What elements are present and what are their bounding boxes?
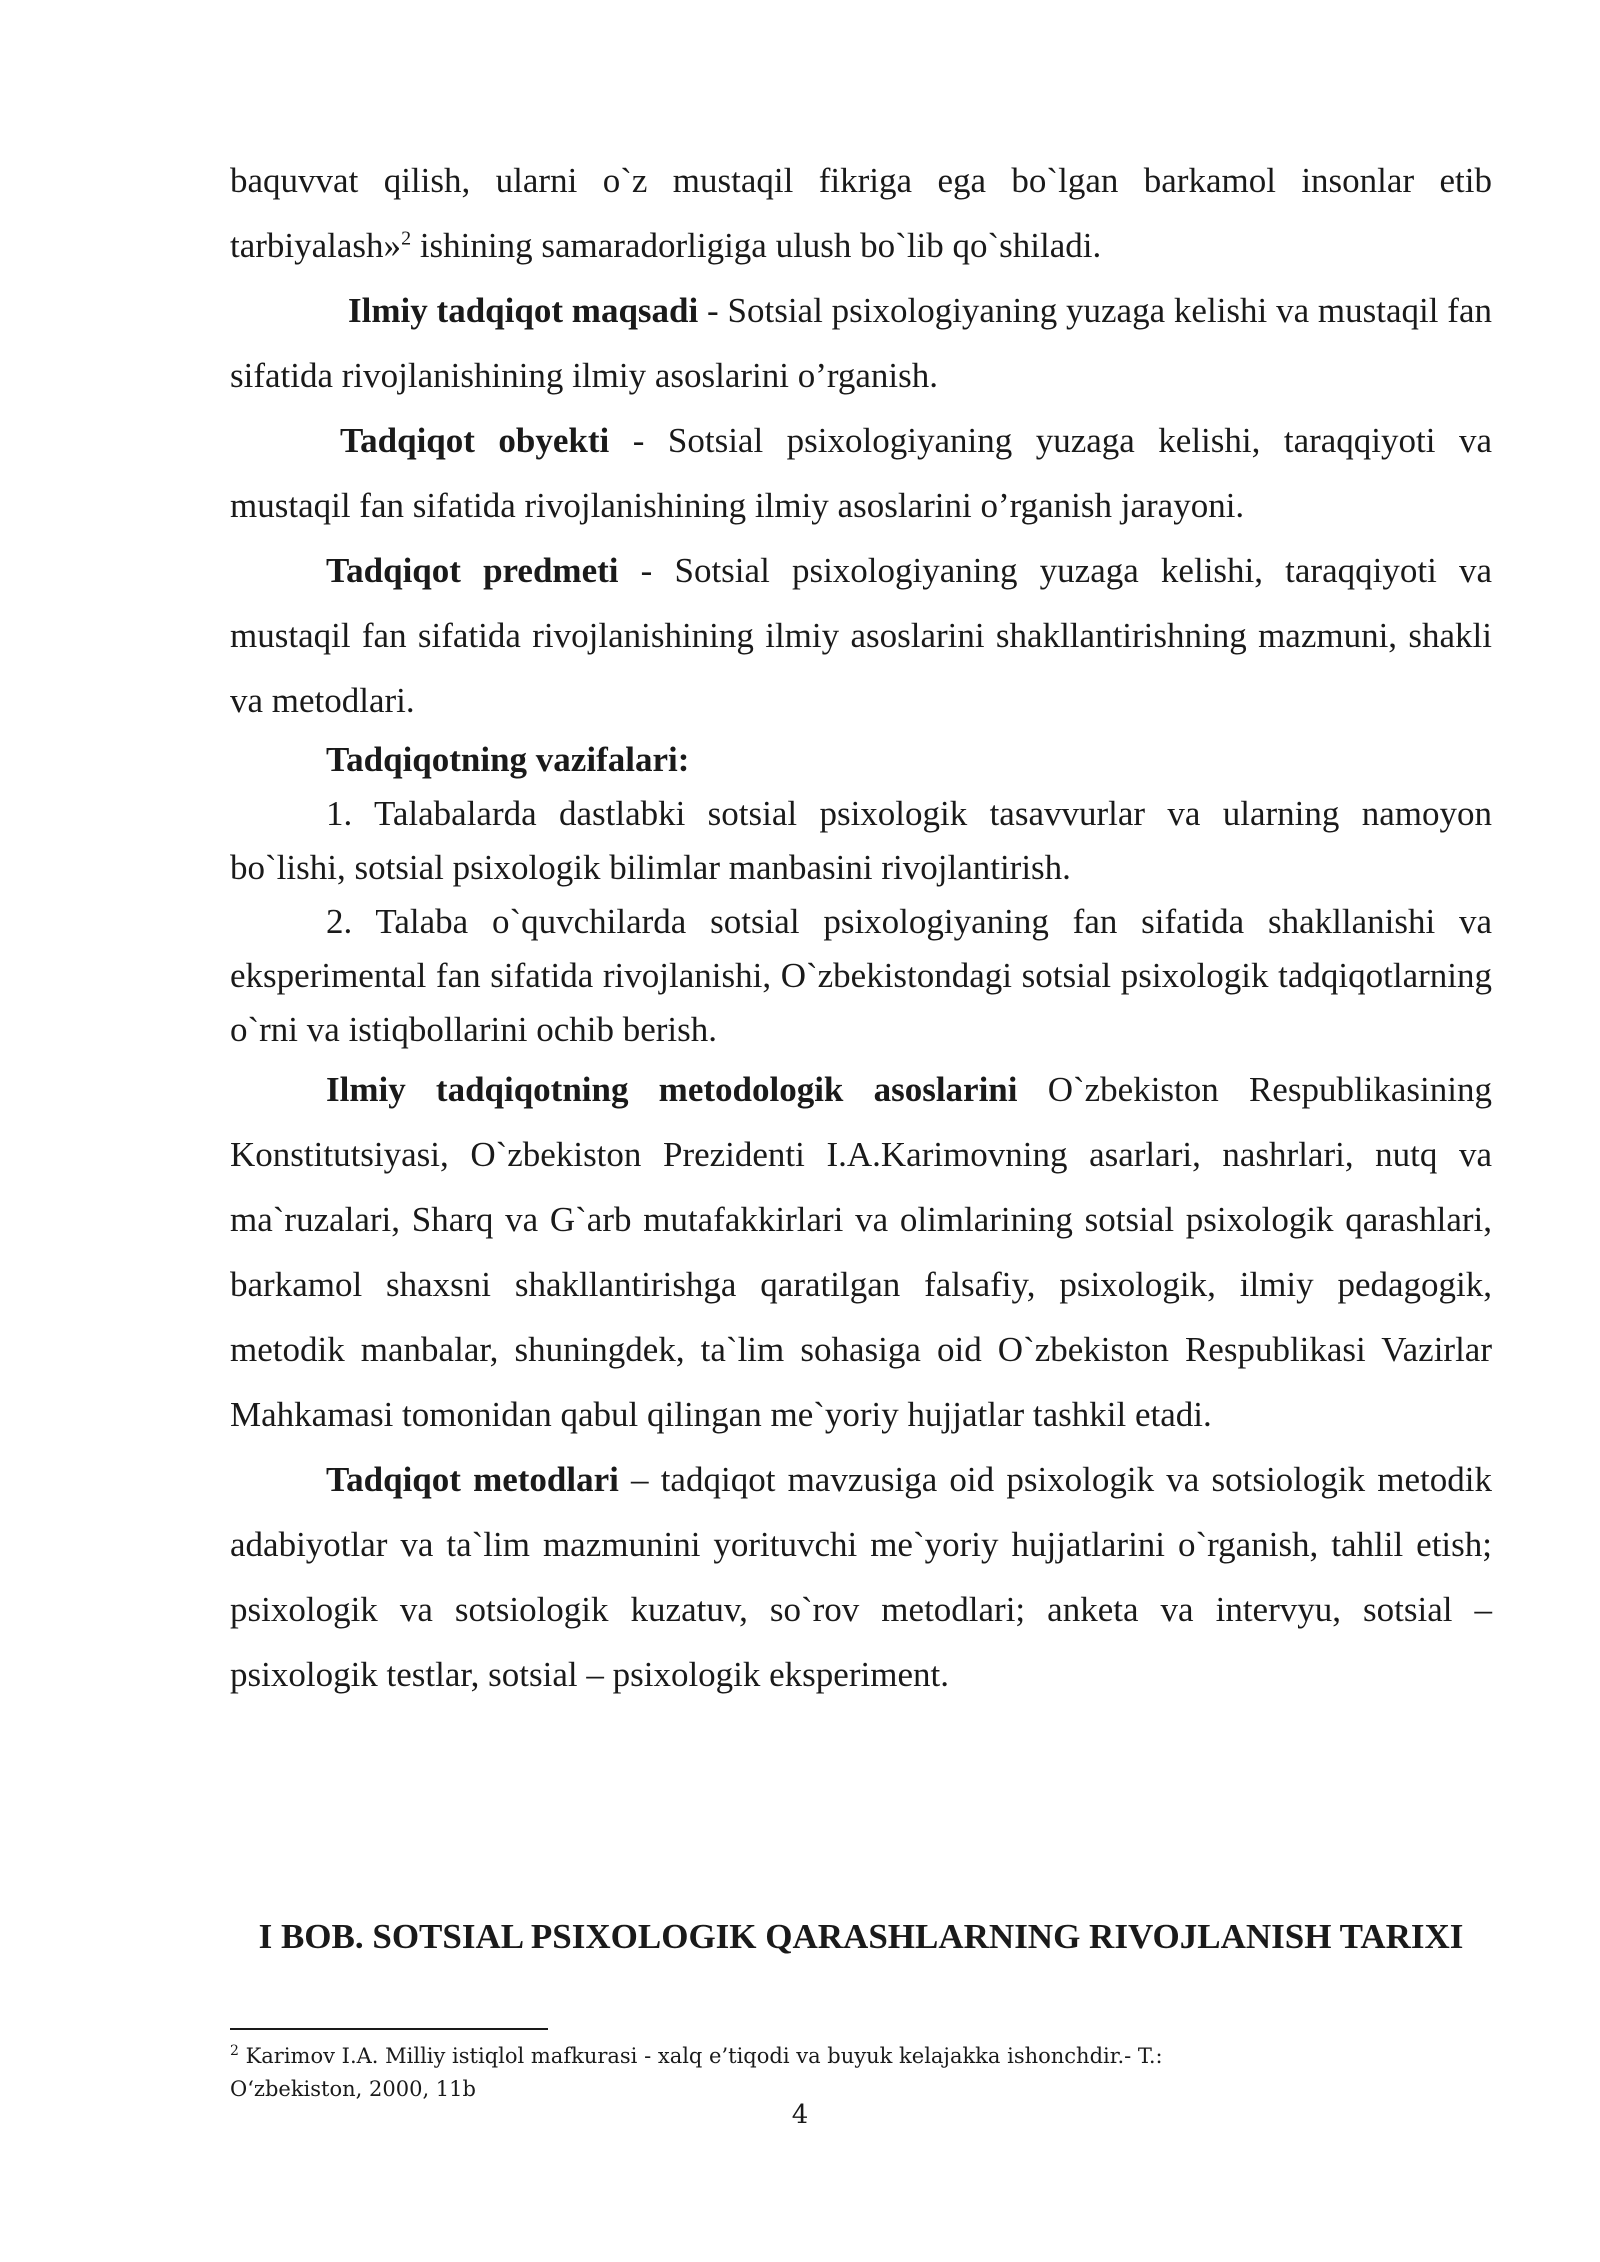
chapter-title: I BOB. SOTSIAL PSIXOLOGIK QARASHLARNING RIVOJLANISH TARIXI <box>258 1917 1464 1956</box>
research-subject-label: Tadqiqot predmeti <box>326 551 619 590</box>
methodology-text: O`zbekiston Respublikasining Konstitutsiyasi, O`zbekiston Prezidenti I.A.Karimovning asarlari, nashrlari, nutq va ma`ruzalari, Sharq va G`arb mutafakkirlari va olimlarining sotsial psixologik qarashlari, barkamol shaxsni shakllantirishga qaratilgan falsafiy, psixologik, ilmiy pedagogik, metodik manbalar, shuningdek, ta`lim sohasiga oid O`zbekiston Respublikasi Vazirlar Mahkamasi tomonidan qabul qilingan me`yoriy hujjatlar tashkil etadi. <box>230 1070 1493 1434</box>
methods-label: Tadqiqot metodlari <box>326 1460 619 1499</box>
research-goal-label: Ilmiy tadqiqot maqsadi <box>348 291 699 330</box>
footnote <box>230 2040 1270 2106</box>
paragraph-text: ishining samaradorligiga ulush bo`lib qo`shiladi. <box>411 226 1102 265</box>
footnote-marker: 2 <box>230 2043 239 2059</box>
research-subject-text: - Sotsial psixologiyaning yuzaga kelishi, taraqqiyoti va mustaqil fan sifatida rivojlanishining ilmiy asoslarini shakllantirishning mazmuni, shakli va metodlari. <box>230 551 1492 720</box>
paragraph-research-subject <box>230 538 1492 733</box>
page-number: 4 <box>791 2100 809 2130</box>
research-object-text: - Sotsial psixologiyaning yuzaga kelishi, taraqqiyoti va mustaqil fan sifatida rivojlanishining ilmiy asoslarini o’rganish jarayoni. <box>230 421 1492 525</box>
research-goal-text: - Sotsial psixologiyaning yuzaga kelishi va mustaqil fan sifatida rivojlanishining ilmiy asoslarini o’rganish. <box>230 291 1492 395</box>
paragraph-tasks-heading <box>230 733 1492 787</box>
methods-text: – tadqiqot mavzusiga oid psixologik va sotsiologik metodik adabiyotlar va ta`lim mazmunini yorituvchi me`yoriy hujjatlarini o`rganish, tahlil etish; psixologik va sotsiologik kuzatuv, so`rov metodlari; anketa va intervyu, sotsial – psixologik testlar, sotsial – psixologik eksperiment. <box>230 1460 1492 1694</box>
paragraph-research-object <box>230 408 1492 538</box>
paragraph-research-goal <box>230 278 1492 408</box>
research-object-label: Tadqiqot obyekti <box>340 421 610 460</box>
tasks-heading: Tadqiqotning vazifalari: <box>326 740 690 779</box>
footnote-text: Karimov I.A. Milliy istiqlol mafkurasi - xalq e’tiqodi va buyuk kelajakka ishonchdir.- T.: O‘zbekiston, 2000, 11b <box>230 2044 1163 2101</box>
task-item-2: 2. Talaba o`quvchilarda sotsial psixologiyaning fan sifatida shakllanishi va eksperimental fan sifatida rivojlanishi, O`zbekistondagi sotsial psixologik tadqiqotlarning o`rni va istiqbollarini ochib berish. <box>230 902 1492 1049</box>
paragraph-methods <box>230 1447 1492 1707</box>
task-item-1: 1. Talabalarda dastlabki sotsial psixologik tasavvurlar va ularning namoyon bo`lishi, sotsial psixologik bilimlar manbasini rivojlantirish. <box>230 794 1492 887</box>
footnote-separator <box>230 2028 548 2030</box>
footnote-reference[interactable]: 2 <box>401 227 412 250</box>
body-text <box>230 148 1492 1707</box>
methodology-label: Ilmiy tadqiqotning metodologik asoslarini <box>326 1070 1018 1109</box>
paragraph-methodology <box>230 1057 1492 1447</box>
paragraph-text: baquvvat qilish, ularni o`z mustaqil fikriga ega bo`lgan barkamol insonlar etib tarbiyalash» <box>230 161 1492 265</box>
paragraph-intro-continuation <box>230 148 1492 278</box>
